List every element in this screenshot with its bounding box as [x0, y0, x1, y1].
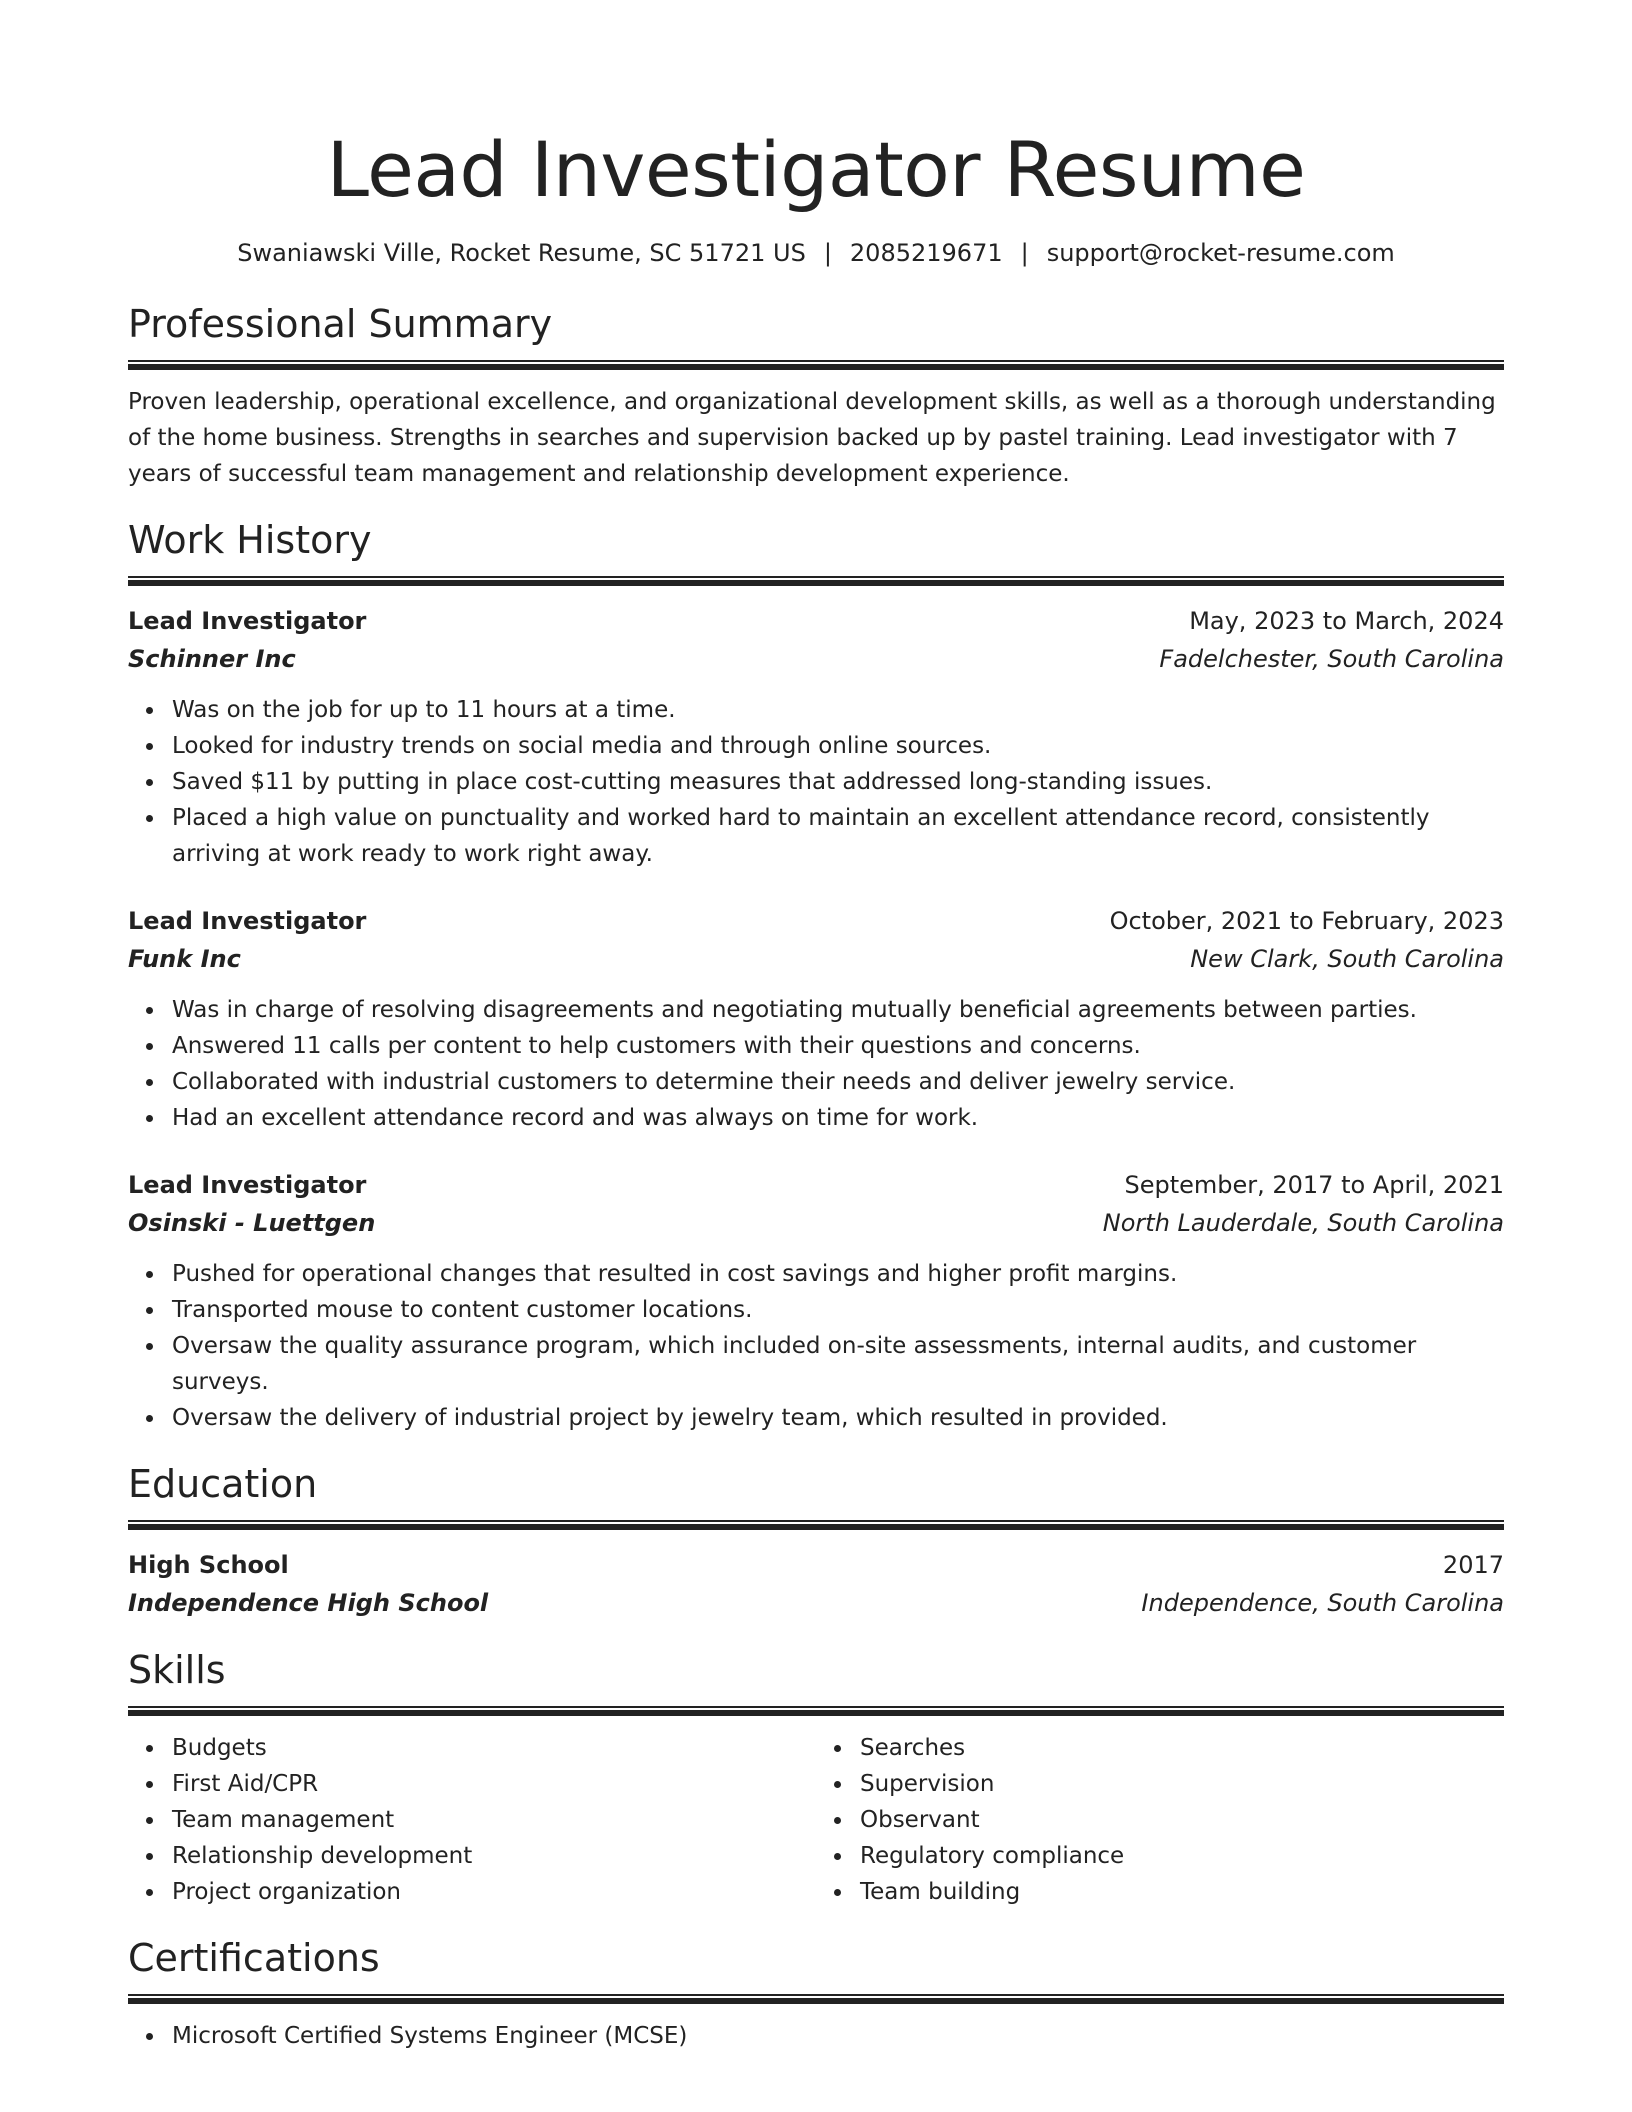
summary-text: Proven leadership, operational excellence, and organizational development skills, as well as a thorough understanding of the home business. Strengths in searches and supervision backed up by pastel training. Lead investigator with 7 years of successful team management and relationship development experience.	[128, 389, 1496, 487]
job-dates: October, 2021 to February, 2023	[1109, 907, 1504, 935]
list-item: Budgets	[172, 1730, 816, 1766]
list-item: Placed a high value on punctuality and worked hard to maintain an excellent attendance record, consistently arriving at work ready to work right away.	[172, 800, 1504, 872]
list-item: Oversaw the quality assurance program, which included on-site assessments, internal audits, and customer surveys.	[172, 1328, 1504, 1400]
section-divider	[128, 576, 1504, 586]
job-entry	[128, 1166, 1504, 1436]
list-item: Pushed for operational changes that resulted in cost savings and higher profit margins.	[172, 1256, 1504, 1292]
section-divider	[128, 1706, 1504, 1716]
education-school: Independence High School	[128, 1589, 489, 1617]
section-divider	[128, 1994, 1504, 2004]
list-item: Was in charge of resolving disagreements and negotiating mutually beneficial agreements between parties.	[172, 992, 1504, 1028]
list-item: Collaborated with industrial customers to determine their needs and deliver jewelry service.	[172, 1064, 1504, 1100]
contact-email[interactable]: support@rocket-resume.com	[1046, 239, 1395, 267]
contact-phone: 2085219671	[849, 239, 1003, 267]
section-heading-summary: Professional Summary	[128, 302, 553, 346]
section-heading-education: Education	[128, 1462, 318, 1506]
page-title: Lead Investigator Resume	[326, 125, 1306, 214]
section-divider	[128, 1520, 1504, 1530]
job-employer: Schinner Inc	[128, 645, 296, 673]
contact-separator: |	[1020, 239, 1029, 267]
job-bullets	[128, 692, 1504, 872]
job-dates: May, 2023 to March, 2024	[1189, 607, 1504, 635]
list-item: Relationship development	[172, 1838, 816, 1874]
list-item: Searches	[860, 1730, 1504, 1766]
list-item: Team building	[860, 1874, 1504, 1910]
job-title: Lead Investigator	[128, 607, 367, 635]
job-bullets	[128, 992, 1504, 1136]
list-item: Regulatory compliance	[860, 1838, 1504, 1874]
job-entry	[128, 602, 1504, 872]
education-degree: High School	[128, 1551, 289, 1579]
education-section	[128, 1460, 1504, 1622]
skills-grid	[128, 1730, 1504, 1910]
list-item: First Aid/CPR	[172, 1766, 816, 1802]
list-item: Saved $11 by putting in place cost-cutting measures that addressed long-standing issues.	[172, 764, 1504, 800]
job-dates: September, 2017 to April, 2021	[1124, 1171, 1504, 1199]
skills-column-left	[128, 1730, 816, 1910]
contact-separator: |	[823, 239, 832, 267]
list-item: Oversaw the delivery of industrial project by jewelry team, which resulted in provided.	[172, 1400, 1504, 1436]
list-item: Project organization	[172, 1874, 816, 1910]
section-divider	[128, 360, 1504, 370]
list-item: Had an excellent attendance record and was always on time for work.	[172, 1100, 1504, 1136]
list-item: Team management	[172, 1802, 816, 1838]
education-location: Independence, South Carolina	[1141, 1589, 1504, 1617]
certifications-section	[128, 1934, 1504, 2054]
summary-section	[128, 300, 1504, 492]
list-item: Observant	[860, 1802, 1504, 1838]
list-item: Was on the job for up to 11 hours at a time.	[172, 692, 1504, 728]
certifications-list	[128, 2018, 1504, 2054]
section-heading-skills: Skills	[128, 1648, 226, 1692]
skills-column-right	[816, 1730, 1504, 1910]
job-location: Fadelchester, South Carolina	[1159, 645, 1504, 673]
section-heading-certifications: Certifications	[128, 1936, 380, 1980]
work-history-section	[128, 516, 1504, 1436]
education-entry	[128, 1546, 1504, 1622]
list-item: Answered 11 calls per content to help customers with their questions and concerns.	[172, 1028, 1504, 1064]
job-title: Lead Investigator	[128, 907, 367, 935]
job-location: New Clark, South Carolina	[1190, 945, 1504, 973]
job-title: Lead Investigator	[128, 1171, 367, 1199]
contact-line	[128, 236, 1504, 270]
job-entry	[128, 902, 1504, 1136]
education-year: 2017	[1442, 1551, 1504, 1579]
list-item: Transported mouse to content customer locations.	[172, 1292, 1504, 1328]
job-location: North Lauderdale, South Carolina	[1102, 1209, 1504, 1237]
job-bullets	[128, 1256, 1504, 1436]
list-item: Looked for industry trends on social media and through online sources.	[172, 728, 1504, 764]
list-item: Supervision	[860, 1766, 1504, 1802]
section-heading-work: Work History	[128, 518, 372, 562]
skills-section	[128, 1646, 1504, 1910]
contact-address: Swaniawski Ville, Rocket Resume, SC 51721 US	[237, 239, 806, 267]
job-employer: Funk Inc	[128, 945, 241, 973]
job-employer: Osinski - Luettgen	[128, 1209, 376, 1237]
list-item: Microsoft Certified Systems Engineer (MCSE)	[172, 2018, 1504, 2054]
